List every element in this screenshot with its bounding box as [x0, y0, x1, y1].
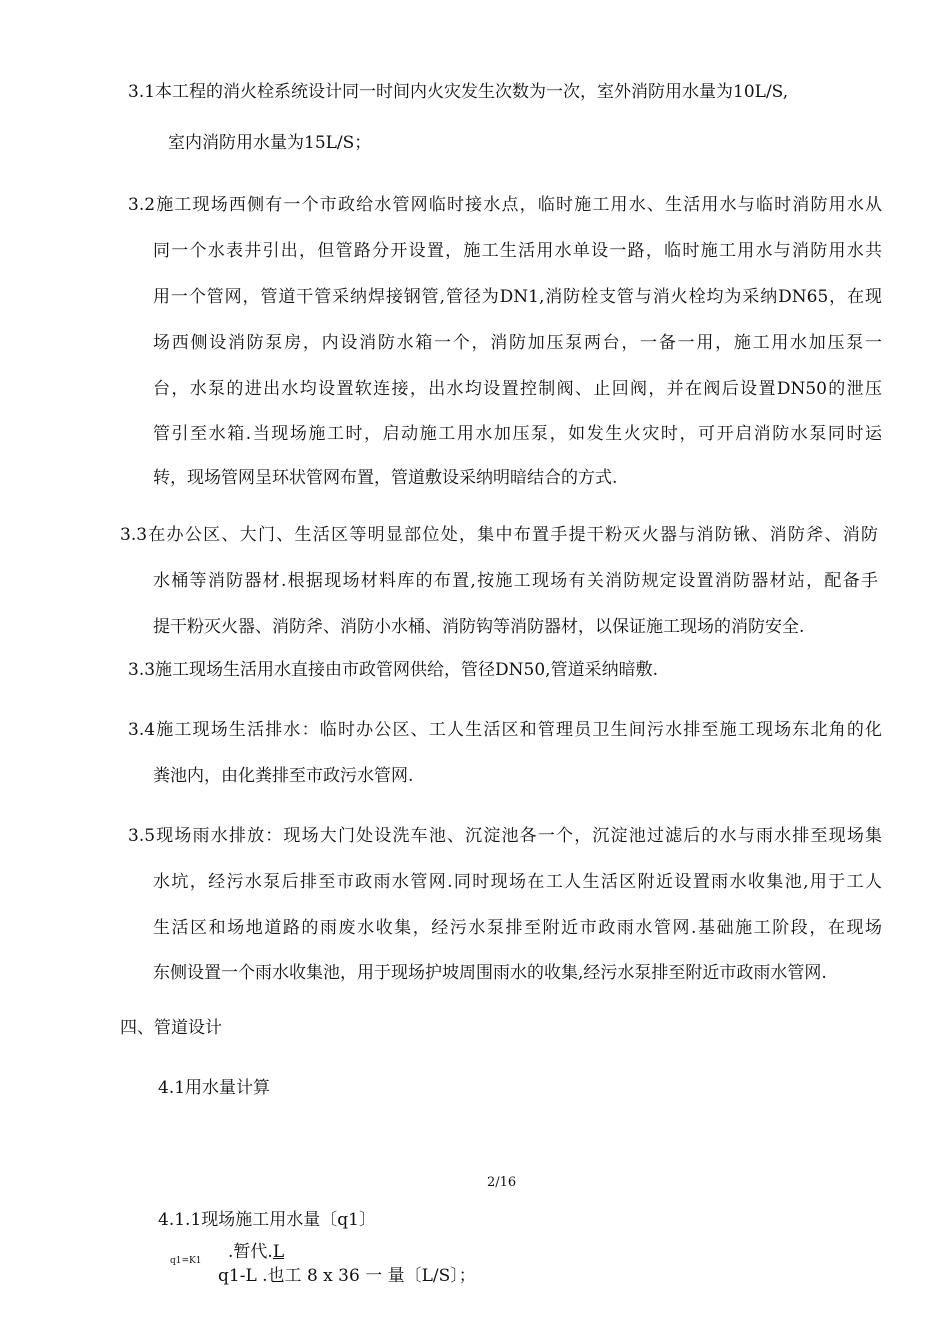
para-3-4-line-1: 3.4施工现场生活排水：临时办公区、工人生活区和管理员卫生间污水排至施工现场东北角的化	[128, 720, 882, 740]
para-3-4-line-2: 粪池内，由化粪排至市政污水管网.	[153, 766, 414, 786]
section-4-1-1-heading: 4.1.1现场施工用水量〔q1〕	[158, 1210, 376, 1230]
formula-top-b: L	[272, 1242, 285, 1262]
para-3-5-line-2: 水坑，经污水泵后排至市政雨水管网.同时现场在工人生活区附近设置雨水收集池,用于工人	[153, 872, 882, 892]
para-3-2-line-7: 转，现场管网呈环状管网布置，管道敷设采纳明暗结合的方式.	[153, 468, 618, 488]
para-3-2-line-6: 管引至水箱.当现场施工时，启动施工用水加压泵，如发生火灾时，可开启消防水泵同时运	[153, 424, 882, 444]
para-3-3b-line-1: 3.3施工现场生活用水直接由市政管网供给，管径DN50,管道采纳暗敷.	[128, 660, 658, 680]
para-3-3-line-2: 水桶等消防器材.根据现场材料库的布置,按施工现场有关消防规定设置消防器材站，配备手	[153, 571, 878, 591]
para-3-2-line-1: 3.2施工现场西侧有一个市政给水管网临时接水点，临时施工用水、生活用水与临时消防用水从	[128, 195, 882, 215]
section-4-heading: 四、管道设计	[120, 1018, 222, 1038]
para-3-2-line-4: 场西侧设消防泵房，内设消防水箱一个，消防加压泵两台，一备一用，施工用水加压泵一	[153, 333, 882, 353]
para-3-5-line-1: 3.5现场雨水排放：现场大门处设洗车池、沉淀池各一个，沉淀池过滤后的水与雨水排至现场集	[128, 826, 882, 846]
para-3-3-line-3: 提干粉灭火器、消防斧、消防小水桶、消防钩等消防器材，以保证施工现场的消防安全.	[153, 617, 805, 637]
formula-top-text	[228, 1242, 284, 1262]
para-3-2-line-2: 同一个水表井引出，但管路分开设置，施工生活用水单设一路，临时施工用水与消防用水共	[153, 241, 882, 261]
formula-bottom-text: q1-L .也工 8 x 36 一 量〔L/S〕；	[218, 1266, 476, 1286]
para-3-1-line-2: 室内消防用水量为15L/S；	[168, 133, 372, 153]
page-number: 2/16	[487, 1175, 517, 1190]
para-3-2-line-3: 用一个管网，管道干管采纳焊接钢管,管径为DN1,消防栓支管与消火栓均为采纳DN65，在现	[153, 287, 882, 307]
para-3-3-line-1: 3.3在办公区、大门、生活区等明显部位处，集中布置手提干粉灭火器与消防锹、消防斧、消防	[120, 525, 878, 545]
para-3-1-line-1: 3.1本工程的消火栓系统设计同一时间内火灾发生次数为一次，室外消防用水量为10L/S,	[128, 82, 789, 102]
para-3-5-line-4: 东侧设置一个雨水收集池，用于现场护坡周围雨水的收集,经污水泵排至附近市政雨水管网.	[153, 963, 827, 983]
formula-subscript: q1=K1	[170, 1256, 202, 1266]
section-4-1-heading: 4.1用水量计算	[158, 1078, 271, 1098]
para-3-2-line-5: 台，水泵的进出水均设置软连接，出水均设置控制阀、止回阀，并在阀后设置DN50的泄压	[153, 379, 882, 399]
formula-top-a: .暂代.	[228, 1242, 273, 1262]
para-3-5-line-3: 生活区和场地道路的雨废水收集，经污水泵排至附近市政雨水管网.基础施工阶段，在现场	[153, 918, 882, 938]
